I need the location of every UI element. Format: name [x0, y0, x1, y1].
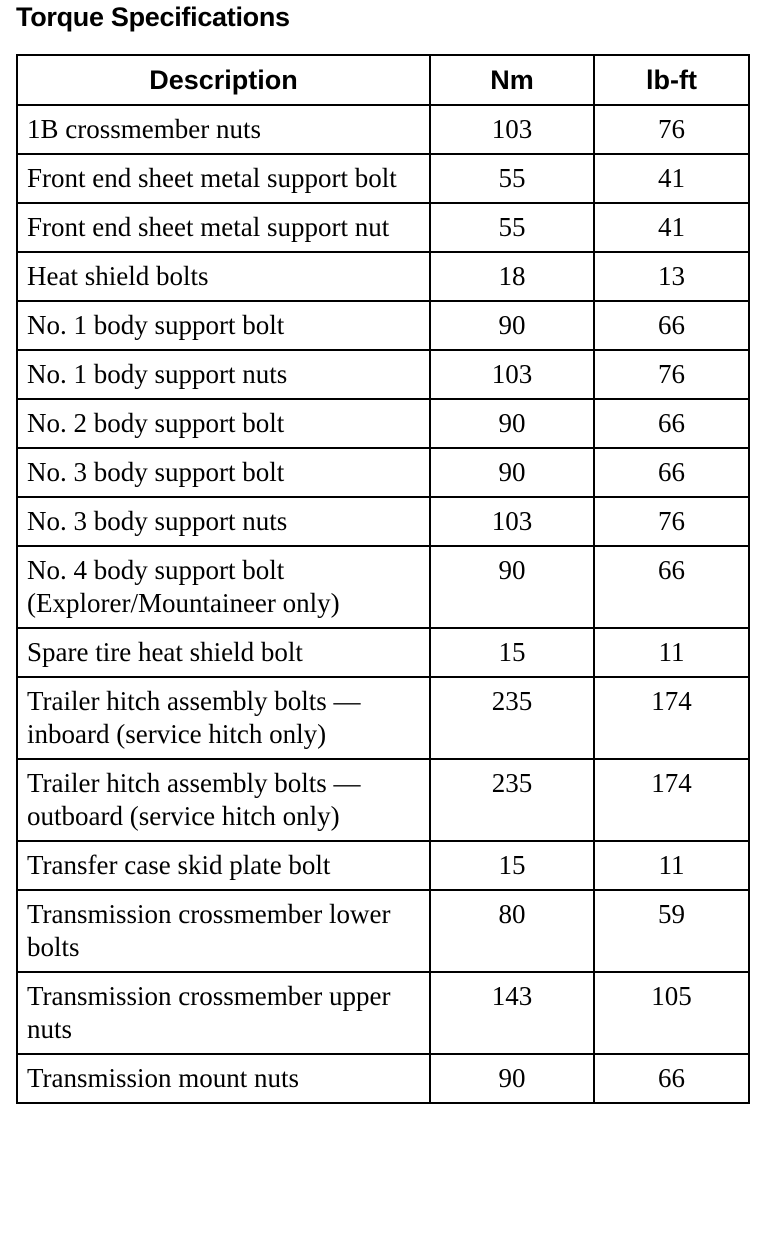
cell-lbft: 59: [594, 890, 749, 972]
cell-nm: 143: [430, 972, 594, 1054]
cell-description: Front end sheet metal support nut: [17, 203, 430, 252]
torque-spec-table: [16, 54, 750, 1104]
cell-nm: 90: [430, 301, 594, 350]
cell-description: Trailer hitch assembly bolts — outboard (service hitch only): [17, 759, 430, 841]
header-description: Description: [17, 55, 430, 105]
cell-description: Transfer case skid plate bolt: [17, 841, 430, 890]
table-row: [17, 105, 749, 154]
table-row: [17, 759, 749, 841]
cell-nm: 90: [430, 448, 594, 497]
table-row: [17, 546, 749, 628]
cell-lbft: 76: [594, 350, 749, 399]
cell-nm: 90: [430, 1054, 594, 1103]
table-row: [17, 841, 749, 890]
cell-nm: 18: [430, 252, 594, 301]
cell-nm: 103: [430, 350, 594, 399]
header-lbft: lb-ft: [594, 55, 749, 105]
cell-description: No. 3 body support nuts: [17, 497, 430, 546]
cell-nm: 15: [430, 841, 594, 890]
table-row: [17, 350, 749, 399]
table-header-row: [17, 55, 749, 105]
cell-description: No. 2 body support bolt: [17, 399, 430, 448]
cell-nm: 235: [430, 677, 594, 759]
cell-description: No. 1 body support nuts: [17, 350, 430, 399]
cell-nm: 235: [430, 759, 594, 841]
cell-lbft: 66: [594, 448, 749, 497]
cell-lbft: 66: [594, 546, 749, 628]
cell-lbft: 174: [594, 759, 749, 841]
cell-lbft: 174: [594, 677, 749, 759]
cell-description: Heat shield bolts: [17, 252, 430, 301]
table-row: [17, 628, 749, 677]
cell-lbft: 41: [594, 203, 749, 252]
cell-lbft: 13: [594, 252, 749, 301]
table-row: [17, 203, 749, 252]
cell-description: No. 3 body support bolt: [17, 448, 430, 497]
cell-nm: 103: [430, 497, 594, 546]
cell-description: 1B crossmember nuts: [17, 105, 430, 154]
cell-lbft: 105: [594, 972, 749, 1054]
table-row: [17, 154, 749, 203]
table-row: [17, 497, 749, 546]
cell-description: No. 1 body support bolt: [17, 301, 430, 350]
cell-description: No. 4 body support bolt (Explorer/Mountaineer only): [17, 546, 430, 628]
cell-nm: 55: [430, 154, 594, 203]
table-row: [17, 252, 749, 301]
cell-lbft: 11: [594, 841, 749, 890]
cell-lbft: 76: [594, 105, 749, 154]
cell-nm: 103: [430, 105, 594, 154]
cell-description: Trailer hitch assembly bolts — inboard (service hitch only): [17, 677, 430, 759]
page-title: Torque Specifications: [16, 2, 290, 32]
cell-description: Spare tire heat shield bolt: [17, 628, 430, 677]
cell-description: Front end sheet metal support bolt: [17, 154, 430, 203]
cell-lbft: 66: [594, 301, 749, 350]
header-nm: Nm: [430, 55, 594, 105]
cell-lbft: 41: [594, 154, 749, 203]
cell-description: Transmission crossmember lower bolts: [17, 890, 430, 972]
cell-nm: 15: [430, 628, 594, 677]
cell-nm: 90: [430, 399, 594, 448]
cell-nm: 80: [430, 890, 594, 972]
cell-description: Transmission mount nuts: [17, 1054, 430, 1103]
cell-lbft: 66: [594, 1054, 749, 1103]
cell-nm: 90: [430, 546, 594, 628]
cell-lbft: 66: [594, 399, 749, 448]
cell-lbft: 76: [594, 497, 749, 546]
cell-lbft: 11: [594, 628, 749, 677]
table-row: [17, 677, 749, 759]
table-row: [17, 448, 749, 497]
table-row: [17, 1054, 749, 1103]
table-row: [17, 972, 749, 1054]
cell-description: Transmission crossmember upper nuts: [17, 972, 430, 1054]
table-row: [17, 301, 749, 350]
table-row: [17, 890, 749, 972]
cell-nm: 55: [430, 203, 594, 252]
table-row: [17, 399, 749, 448]
